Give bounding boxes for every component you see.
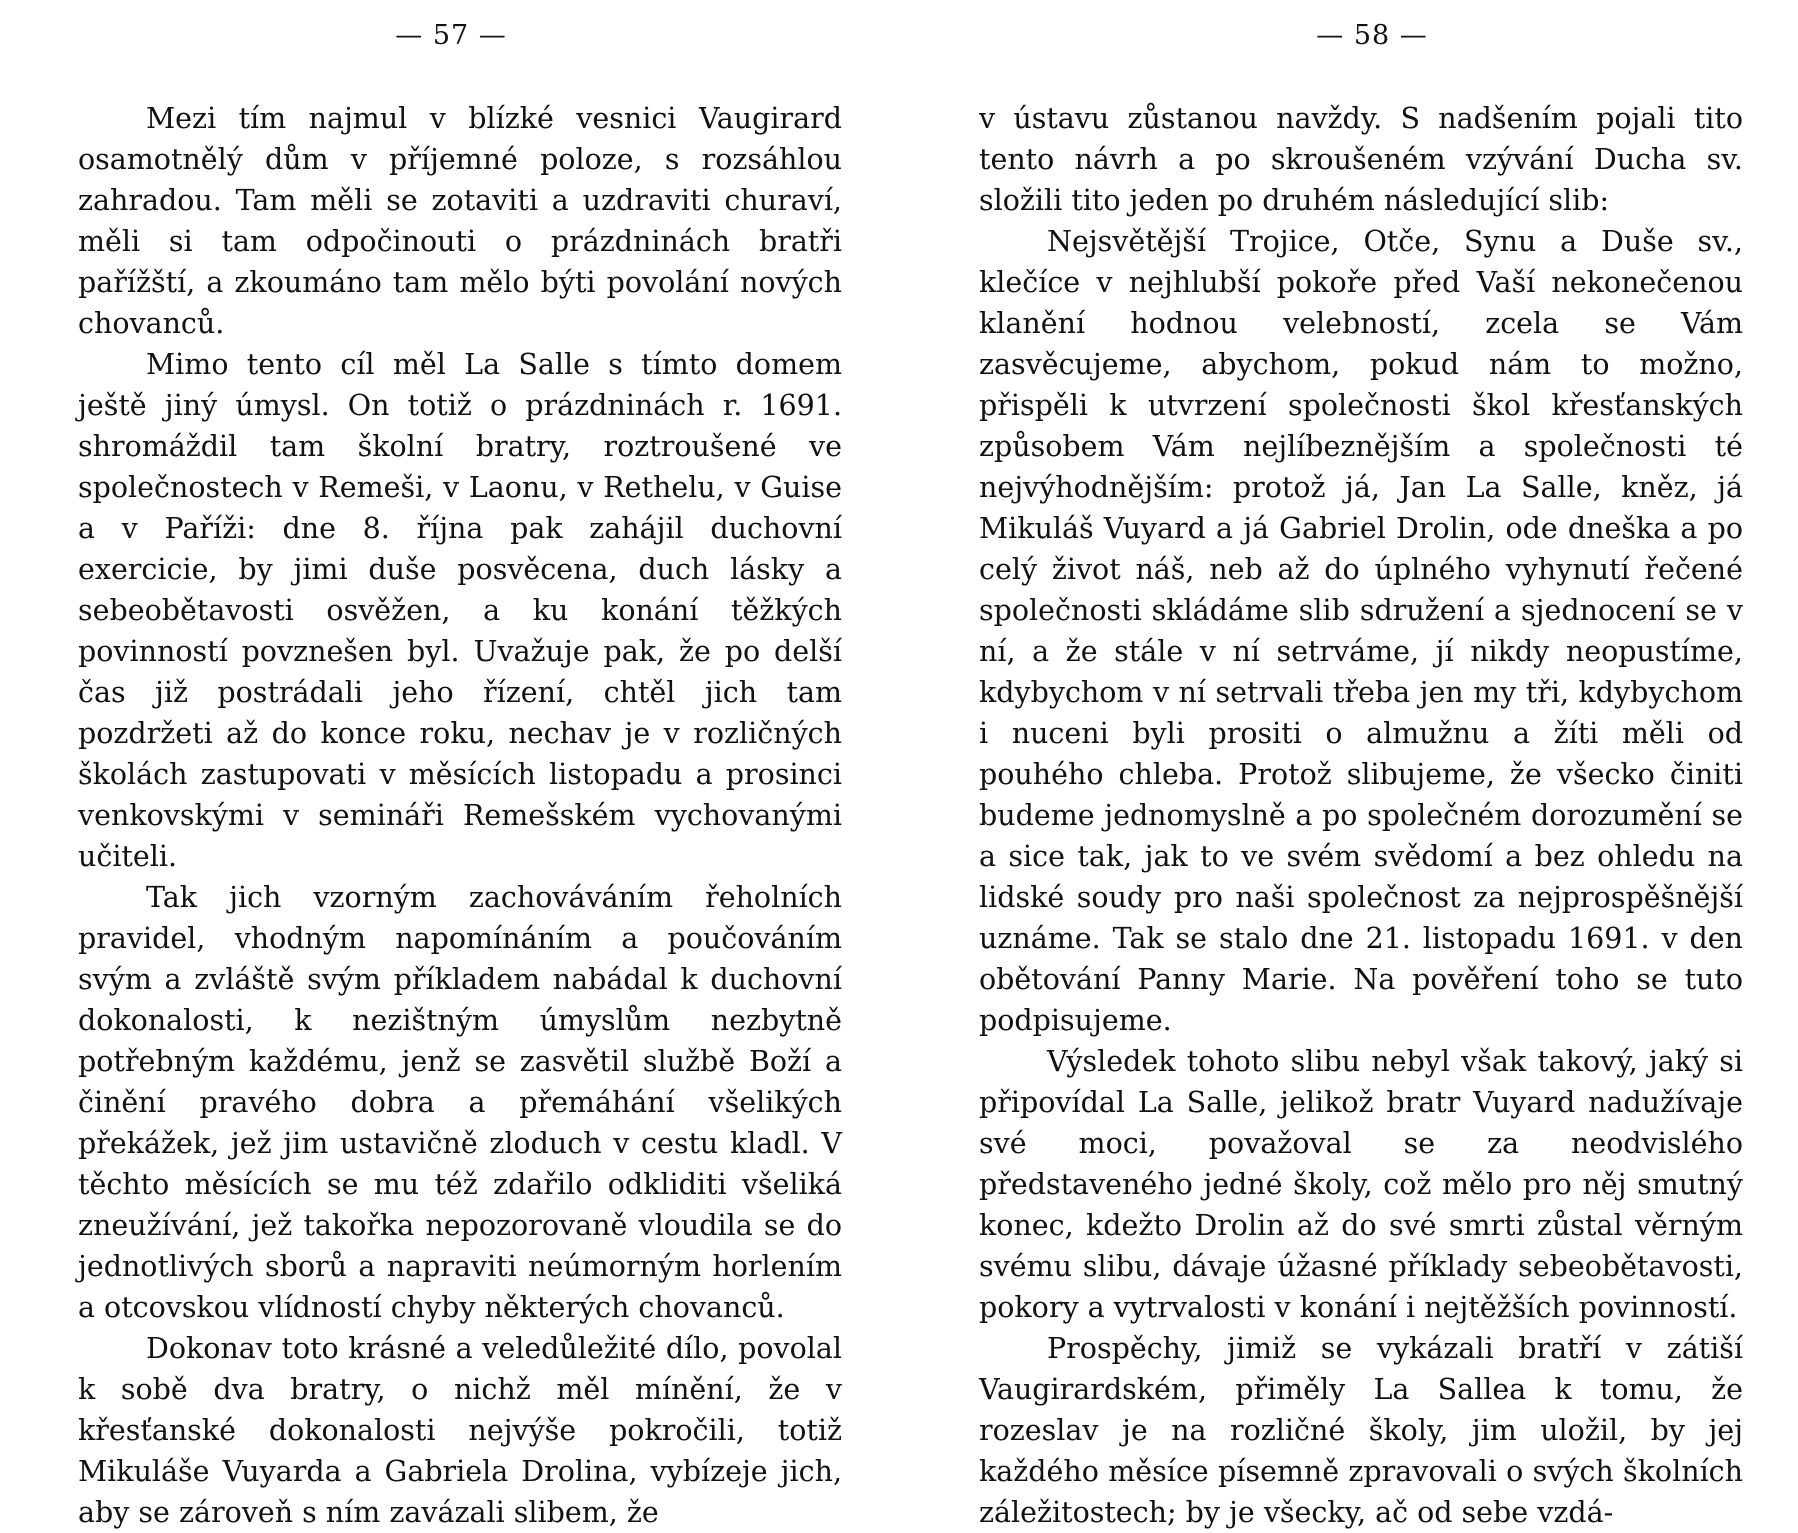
left-page [0,0,899,1529]
paragraph: Dokonav toto krásné a veledůležité dílo, povolal k sobě dva bratry, o nichž měl mínění, že v křesťanské dokonalosti nejvýše pokročili, totiž Mikuláše Vuyarda a Gabriela Drolina, vybízeje jich, aby se zároveň s ním zavázali slibem, že [78,1332,842,1529]
text-column [979,98,1743,1533]
page-number: — 58 — [1316,20,1428,51]
paragraph: v ústavu zůstanou navždy. S nadšením pojali tito tento návrh a po skroušeném vzývání Ducha sv. složili tito jeden po druhém následující slib: [979,102,1743,217]
paragraph: Prospěchy, jimiž se vykázali bratří v zátiší Vaugirardském, přiměly La Sallea k tomu, že rozeslav je na rozličné školy, jim uložil, by jej každého měsíce písemně zpravovali o svých školních záležitostech; by je všecky, ač od sebe vzdá- [979,1332,1743,1529]
paragraph: Nejsvětější Trojice, Otče, Synu a Duše sv., klečíce v nejhlubší pokoře před Vaší nekonečenou klanění hodnou velebností, zcela se Vám zasvěcujeme, abychom, pokud nám to možno, přispěli k utvrzení společnosti škol křesťanských způsobem Vám nejlíbeznějším a společnosti té nejvýhodnějším: protož já, Jan La Salle, kněz, já Mikuláš Vuyard a já Gabriel Drolin, ode dneška a po celý život náš, neb až do úplného vyhynutí řečené společnosti skládáme slib sdružení a sjednocení se v ní, a že stále v ní setrváme, jí nikdy neopustíme, kdybychom v ní setrvali třeba jen my tři, kdybychom i nuceni byli prositi o almužnu a žíti měli od pouhého chleba. Protož slibujeme, že všecko činiti budeme jednomyslně a po společném dorozumění se a sice tak, jak to ve svém svědomí a bez ohledu na lidské soudy pro naši společnost za nejprospěšnější uznáme. Tak se stalo dne 21. listopadu 1691. v den obětování Panny Marie. Na pověření toho se tuto podpisujeme. [979,225,1743,1037]
text-column [78,98,842,1533]
paragraph: Výsledek tohoto slibu nebyl však takový, jaký si připovídal La Salle, jelikož bratr Vuyard nadužívaje své moci, považoval se za neodvislého představeného jedné školy, což mělo pro něj smutný konec, kdežto Drolin až do své smrti zůstal věrným svému slibu, dávaje úžasné příklady sebeobětavosti, pokory a vytrvalosti v konání i nejtěžších povinností. [979,1045,1743,1324]
paragraph: Tak jich vzorným zachováváním řeholních pravidel, vhodným napomínáním a poučováním svým a zvláště svým příkladem nabádal k duchovní dokonalosti, k nezištným úmyslům nezbytně potřebným každému, jenž se zasvětil službě Boží a činění pravého dobra a přemáhání všelikých překážek, jež jim ustavičně zloduch v cestu kladl. V těchto měsících se mu též zdařilo odkliditi všeliká zneužívání, jež takořka nepozorovaně vloudila se do jednotlivých sborů a napraviti neúmorným horlením a otcovskou vlídností chyby některých chovanců. [78,881,842,1324]
paragraph: Mimo tento cíl měl La Salle s tímto domem ještě jiný úmysl. On totiž o prázdninách r. 1691. shromáždil tam školní bratry, roztroušené ve společnostech v Remeši, v Laonu, v Rethelu, v Guise a v Paříži: dne 8. října pak zahájil duchovní exercicie, by jimi duše posvěcena, duch lásky a sebeobětavosti osvěžen, a ku konání těžkých povinností povznešen byl. Uvažuje pak, že po delší čas již postrádali jeho řízení, chtěl jich tam pozdržeti až do konce roku, nechav je v rozličných školách zastupovati v měsících listopadu a prosinci venkovskými v semináři Remešském vychovanými učiteli. [78,348,842,873]
paragraph: Mezi tím najmul v blízké vesnici Vaugirard osamotnělý dům v příjemné poloze, s rozsáhlou zahradou. Tam měli se zotaviti a uzdraviti churaví, měli si tam odpočinouti o prázdninách bratři pařížští, a zkoumáno tam mělo býti povolání nových chovanců. [78,102,842,340]
right-page [899,0,1798,1529]
page-number: — 57 — [395,20,507,51]
